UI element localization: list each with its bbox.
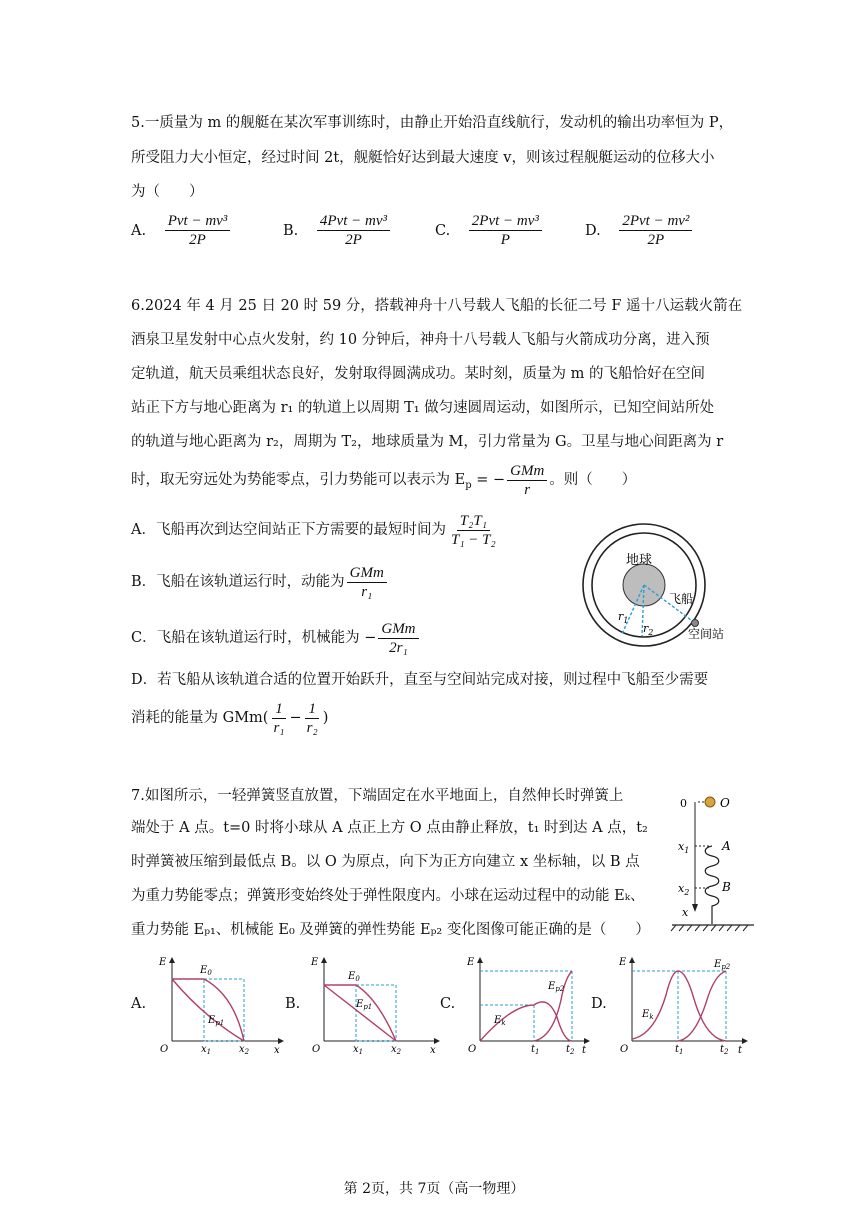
q7-line-5: 重力势能 Eₚ₁、机械能 E₀ 及弹簧的弹性势能 Eₚ₂ 变化图像可能正确的是（ ）	[131, 922, 650, 938]
q7-option-c-label[interactable]: C.	[440, 996, 456, 1012]
station-label: 空间站	[688, 627, 725, 641]
svg-text:E: E	[159, 957, 167, 968]
option-label: A.	[131, 222, 147, 239]
point-a-label: A	[722, 839, 731, 853]
q5-option-b[interactable]	[283, 212, 392, 249]
ship-label: 飞船	[669, 592, 694, 606]
svg-text:O: O	[160, 1044, 169, 1055]
ball	[705, 797, 715, 807]
q6-option-d-line-1[interactable]: D．若飞船从该轨道合适的位置开始跃升，直至与空间站完成对接，则过程中飞船至少需要	[131, 672, 709, 688]
page-footer: 第 2页，共 7页（高一物理）	[343, 1181, 525, 1197]
svg-text:t: t	[738, 1045, 743, 1055]
svg-text:t2: $t_2$	[566, 1044, 575, 1055]
q7-option-d-graph[interactable]	[614, 955, 750, 1055]
svg-text:E: E	[619, 957, 627, 968]
q6-line-2: 酒泉卫星发射中心点火发射，约 10 分钟后，神舟十八号载人飞船与火箭成功分离，进入预	[131, 332, 710, 348]
svg-text:Ep1: $E_{p1}$	[208, 1015, 225, 1027]
q7-line-2: 端处于 A 点。t=0 时将小球从 A 点正上方 O 点由静止释放，t₁ 时到达 A 点，t₂	[131, 820, 648, 836]
option-b-fraction: $\frac{\text{GMm}}{\text{r₁}}$	[347, 564, 387, 601]
q5-option-d[interactable]	[585, 212, 694, 249]
q6-line-4: 站正下方与地心距离为 r₁ 的轨道上以周期 T₁ 做匀速圆周运动，如图所示，已知空间站所处	[131, 400, 715, 416]
q6-option-a[interactable]: A．飞船再次到达空间站正下方需要的最短时间为 $\frac{\text{T₂T₁}}{\text{T₁ − T₂}}$	[131, 510, 501, 550]
svg-text:t1: $t_1$	[531, 1044, 540, 1055]
point-o-label: O	[720, 796, 730, 810]
q7-option-a-graph[interactable]	[154, 955, 284, 1055]
q5-option-c[interactable]	[435, 212, 544, 249]
q6-line-1: 6.2024 年 4 月 25 日 20 时 59 分，搭载神舟十八号载人飞船的长征二号 F 遥十八运载火箭在	[131, 298, 743, 314]
svg-text:Ep2: $E_{p2}$	[714, 959, 731, 971]
earth-label: 地球	[626, 553, 653, 568]
svg-text:O: O	[312, 1044, 321, 1055]
option-fraction: $\frac{\text{2Pvt − mv²}}{2P}$	[619, 212, 692, 249]
zero-label: 0	[680, 797, 687, 810]
r2-label: $r_2$	[643, 622, 654, 637]
svg-text:t: t	[582, 1045, 587, 1055]
q7-option-d-label[interactable]: D.	[591, 996, 607, 1012]
svg-text:O: O	[468, 1044, 477, 1055]
q6-line-5: 的轨道与地心距离为 r₂，周期为 T₂，地球质量为 M，引力常量为 G。卫星与地心间距离为 r	[131, 434, 724, 450]
svg-text:E0: $E_0$	[348, 971, 360, 983]
q7-line-3: 时弹簧被压缩到最低点 B。以 O 为原点，向下为正方向建立 x 坐标轴，以 B 点	[131, 854, 640, 870]
q7-line-1: 7.如图所示，一轻弹簧竖直放置，下端固定在水平地面上，自然伸长时弹簧上	[131, 788, 624, 804]
svg-text:Ek: $E_k$	[494, 1015, 506, 1027]
q7-option-b-graph[interactable]	[306, 955, 442, 1055]
x-axis-label: x	[682, 906, 689, 919]
q6-option-d-line-2[interactable]: 消耗的能量为 GMm( $\frac{1}{\text{r₁}}$ − $\frac{1}{\text{r₂}}$ )	[131, 700, 329, 736]
option-label: C.	[435, 222, 451, 239]
q5-line-3: 为（ ）	[131, 184, 204, 200]
q6-option-c[interactable]: C．飞船在该轨道运行时，机械能为 − $\frac{\text{GMm}}{\text{2r₁}}$	[131, 618, 421, 658]
svg-text:E0: $E_0$	[200, 965, 212, 977]
q5-line-2: 所受阻力大小恒定，经过时间 2t，舰艇恰好达到最大速度 v，则该过程舰艇运动的位移大小	[131, 150, 715, 166]
svg-text:Ep2: $E_{p2}$	[548, 981, 565, 993]
svg-text:x: x	[274, 1045, 280, 1055]
q6-line-6: 时，取无穷远处为势能零点，引力势能可以表示为 $E_p$ = − $\frac{\text{GMm}}{r}$ 。则（ ）	[131, 462, 637, 498]
q7-line-4: 为重力势能零点；弹簧形变始终处于弹性限度内。小球在运动过程中的动能 Eₖ、	[131, 888, 645, 904]
fraction-1-over-r2: $\frac{1}{\text{r₂}}$	[306, 700, 318, 736]
svg-text:x1: $x_1$	[353, 1044, 364, 1055]
svg-text:x1: $x_1$	[201, 1044, 212, 1055]
spring-figure	[668, 790, 758, 935]
fraction-1-over-r1: $\frac{1}{\text{r₁}}$	[273, 700, 285, 736]
svg-text:E: E	[311, 957, 319, 968]
q5-option-a[interactable]	[131, 212, 232, 249]
svg-text:x2: $x_2$	[239, 1044, 250, 1055]
spring-coil	[705, 846, 719, 924]
q5-line-1: 5.一质量为 m 的舰艇在某次军事训练时，由静止开始沿直线航行，发动机的输出功率恒为 P，	[131, 115, 734, 131]
option-fraction: $\frac{\text{Pvt − mv³}}{2P}$	[165, 212, 231, 249]
svg-text:x: x	[430, 1045, 436, 1055]
option-a-fraction: $\frac{\text{T₂T₁}}{\text{T₁ − T₂}}$	[450, 512, 496, 548]
svg-text:t2: $t_2$	[720, 1044, 729, 1055]
option-fraction: $\frac{\text{2Pvt − mv³}}{P}$	[469, 212, 542, 249]
r1-label: $r_1$	[618, 610, 629, 625]
q7-option-c-graph[interactable]	[462, 955, 592, 1055]
x2-label: $x_2$	[678, 882, 690, 897]
q6-option-b[interactable]: B．飞船在该轨道运行时，动能为 $\frac{\text{GMm}}{\text{r₁}}$	[131, 562, 389, 602]
station-dot	[692, 620, 699, 627]
orbit-figure	[578, 520, 733, 650]
svg-text:O: O	[620, 1044, 629, 1055]
q7-option-b-label[interactable]: B.	[285, 996, 301, 1012]
svg-text:E: E	[467, 957, 475, 968]
option-c-fraction: $\frac{\text{GMm}}{\text{2r₁}}$	[378, 620, 418, 657]
option-fraction: $\frac{\text{4Pvt − mv³}}{2P}$	[317, 212, 390, 249]
svg-text:t1: $t_1$	[675, 1044, 684, 1055]
x1-label: $x_1$	[678, 840, 690, 855]
q6-line-3: 定轨道，航天员乘组状态良好，发射取得圆满成功。某时刻，质量为 m 的飞船恰好在空间	[131, 366, 705, 382]
svg-text:Ek: $E_k$	[642, 1009, 654, 1021]
svg-text:Ep1: $E_{p1}$	[356, 999, 373, 1011]
potential-energy-fraction: $\frac{\text{GMm}}{r}$	[507, 462, 547, 499]
option-label: B.	[283, 222, 299, 239]
point-b-label: B	[722, 880, 731, 894]
q7-option-a-label[interactable]: A.	[131, 996, 147, 1012]
ground-hatch	[671, 925, 748, 931]
svg-text:x2: $x_2$	[391, 1044, 402, 1055]
option-label: D.	[585, 222, 601, 239]
